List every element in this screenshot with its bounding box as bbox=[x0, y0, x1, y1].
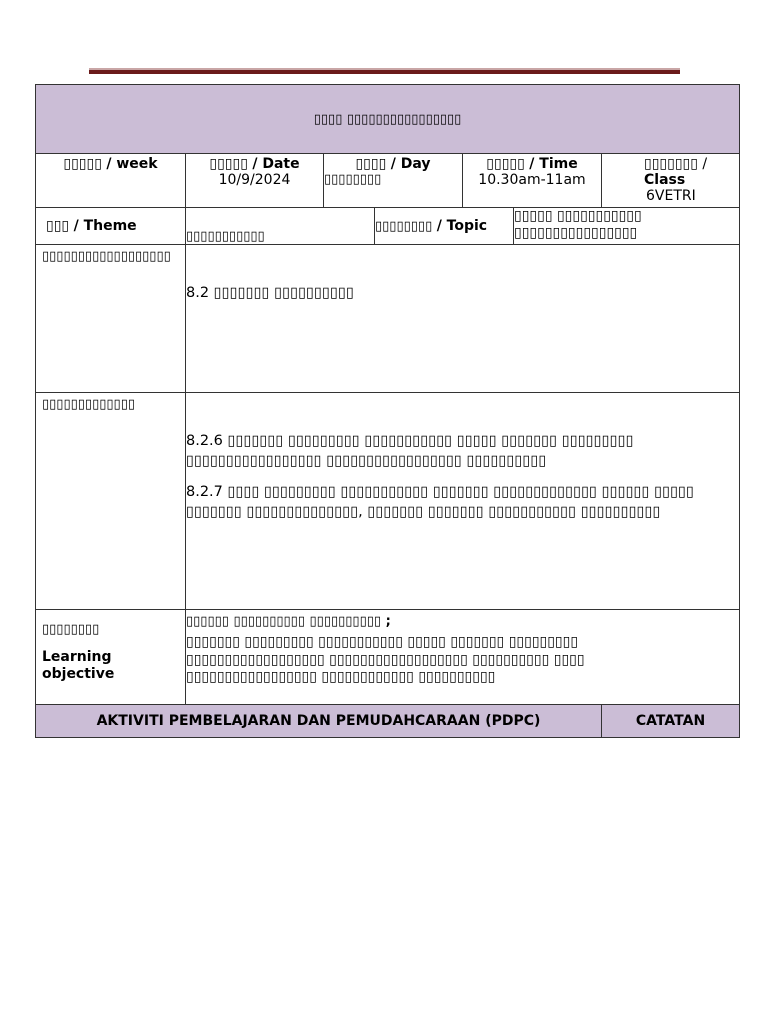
week-label-native: ▯▯▯▯▯ bbox=[63, 156, 102, 172]
date-label: / Date bbox=[252, 156, 300, 172]
topic-label-native: ▯▯▯▯▯▯▯▯ bbox=[375, 219, 433, 234]
time-label-native: ▯▯▯▯▯ bbox=[486, 156, 525, 172]
topic-label-cell bbox=[375, 208, 514, 245]
objective-label-native: ▯▯▯▯▯▯▯▯ bbox=[42, 622, 100, 637]
learning-standard-value-cell bbox=[186, 393, 740, 610]
content-standard-label: ▯▯▯▯▯▯▯▯▯▯▯▯▯▯▯▯▯▯ bbox=[42, 249, 171, 264]
date-label-native: ▯▯▯▯▯ bbox=[209, 156, 248, 172]
time-value: 10.30am-11am bbox=[478, 172, 586, 188]
content-standard-label-cell bbox=[36, 245, 186, 393]
objective-label-cell bbox=[36, 610, 186, 705]
topic-value-cell bbox=[514, 208, 740, 245]
activities-header-cell bbox=[36, 705, 602, 738]
day-label: / Day bbox=[390, 156, 431, 172]
objective-value-cell bbox=[186, 610, 740, 705]
theme-row bbox=[36, 208, 740, 245]
activities-header: AKTIVITI PEMBELAJARAN DAN PEMUDAHCARAAN (PDPC) bbox=[96, 713, 541, 729]
date-cell bbox=[186, 154, 324, 208]
document-title bbox=[36, 85, 740, 154]
topic-label: / Topic bbox=[436, 218, 488, 234]
theme-value: ▯▯▯▯▯▯▯▯▯▯▯ bbox=[186, 229, 265, 244]
day-cell bbox=[324, 154, 463, 208]
time-cell bbox=[463, 154, 602, 208]
lesson-plan-table bbox=[35, 84, 740, 738]
theme-label: / Theme bbox=[73, 218, 137, 234]
objective-intro: ▯▯▯▯▯▯ ▯▯▯▯▯▯▯▯▯▯ ▯▯▯▯▯▯▯▯▯▯ ; bbox=[186, 614, 391, 629]
date-value: 10/9/2024 bbox=[218, 172, 291, 188]
objective-line-3: ▯▯▯▯▯▯▯▯▯▯▯▯▯▯▯▯▯ ▯▯▯▯▯▯▯▯▯▯▯▯ ▯▯▯▯▯▯▯▯▯▯ bbox=[186, 669, 496, 686]
learning-standard-label: ▯▯▯▯▯▯▯▯▯▯▯▯▯ bbox=[42, 397, 135, 412]
class-value: 6VETRI bbox=[646, 188, 696, 204]
theme-label-native: ▯▯▯ bbox=[46, 218, 70, 234]
topic-value-line2: ▯▯▯▯▯▯▯▯▯▯▯▯▯▯▯▯ bbox=[514, 224, 638, 241]
objective-label-line2: objective bbox=[42, 665, 115, 682]
learning-standard-item-2: 8.2.7 ▯▯▯▯ ▯▯▯▯▯▯▯▯▯ ▯▯▯▯▯▯▯▯▯▯▯ ▯▯▯▯▯▯▯ ▯▯▯▯▯▯▯▯▯▯▯▯▯ ▯▯▯▯▯▯ ▯▯▯▯▯ ▯▯▯▯▯▯▯ ▯▯▯▯▯▯▯▯▯▯▯▯▯▯, ▯▯▯▯▯▯▯ ▯▯▯▯▯▯▯ ▯▯▯▯▯▯▯▯▯▯▯ ▯▯▯▯▯▯▯▯▯▯ bbox=[186, 483, 695, 520]
class-label: Class bbox=[644, 172, 686, 188]
notes-header-cell bbox=[602, 705, 740, 738]
content-standard-value-cell bbox=[186, 245, 740, 393]
content-standard-value: 8.2 ▯▯▯▯▯▯▯ ▯▯▯▯▯▯▯▯▯▯ bbox=[186, 285, 354, 301]
decorative-rule bbox=[89, 68, 680, 74]
learning-standard-item-1: 8.2.6 ▯▯▯▯▯▯▯ ▯▯▯▯▯▯▯▯▯ ▯▯▯▯▯▯▯▯▯▯▯ ▯▯▯▯▯ ▯▯▯▯▯▯▯ ▯▯▯▯▯▯▯▯▯ ▯▯▯▯▯▯▯▯▯▯▯▯▯▯▯▯▯ ▯▯▯▯▯▯▯▯▯▯▯▯▯▯▯▯▯ ▯▯▯▯▯▯▯▯▯▯ bbox=[186, 433, 634, 470]
class-cell bbox=[602, 154, 740, 208]
learning-standard-row bbox=[36, 393, 740, 610]
objective-line-2: ▯▯▯▯▯▯▯▯▯▯▯▯▯▯▯▯▯▯ ▯▯▯▯▯▯▯▯▯▯▯▯▯▯▯▯▯▯ ▯▯▯▯▯▯▯▯▯▯ ▯▯▯▯ bbox=[186, 651, 585, 668]
content-standard-row bbox=[36, 245, 740, 393]
week-label: / week bbox=[106, 156, 158, 172]
time-label: / Time bbox=[529, 156, 578, 172]
class-label-native: ▯▯▯▯▯▯▯ / bbox=[644, 156, 708, 172]
objective-line-1: ▯▯▯▯▯▯▯ ▯▯▯▯▯▯▯▯▯ ▯▯▯▯▯▯▯▯▯▯▯ ▯▯▯▯▯ ▯▯▯▯▯▯▯ ▯▯▯▯▯▯▯▯▯ bbox=[186, 634, 579, 651]
title-text: ▯▯▯▯ ▯▯▯▯▯▯▯▯▯▯▯▯▯▯▯▯ bbox=[313, 111, 462, 127]
learning-standard-label-cell bbox=[36, 393, 186, 610]
theme-label-cell bbox=[36, 208, 186, 245]
notes-header: CATATAN bbox=[635, 713, 706, 729]
week-cell bbox=[36, 154, 186, 208]
theme-value-cell bbox=[186, 208, 375, 245]
objective-label-line1: Learning bbox=[42, 649, 112, 665]
day-value: ▯▯▯▯▯▯▯▯ bbox=[324, 172, 382, 187]
activities-header-row bbox=[36, 705, 740, 738]
info-row bbox=[36, 154, 740, 208]
day-label-native: ▯▯▯▯ bbox=[355, 156, 387, 172]
topic-value-line1: ▯▯▯▯▯ ▯▯▯▯▯▯▯▯▯▯▯ bbox=[514, 208, 642, 224]
objective-row bbox=[36, 610, 740, 705]
